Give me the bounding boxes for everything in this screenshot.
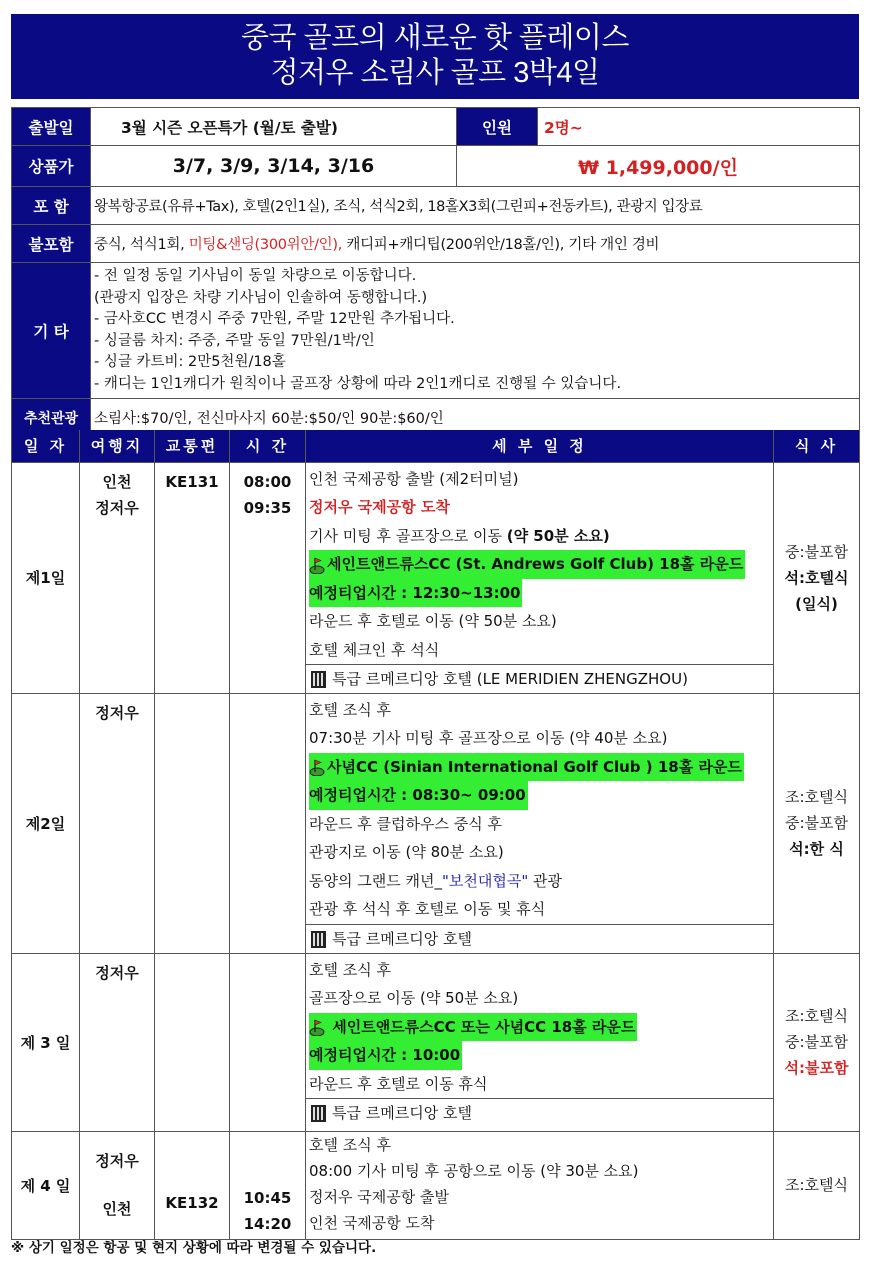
time: 08:00 bbox=[243, 472, 292, 491]
meal: 석:호텔식 bbox=[784, 568, 849, 587]
col-transport: 교통편 bbox=[155, 430, 230, 462]
meal: (일식) bbox=[795, 594, 838, 613]
meal: 중:불포함 bbox=[784, 542, 848, 561]
meal: 중:불포함 bbox=[784, 1033, 848, 1051]
golf-round-highlight bbox=[309, 550, 745, 579]
day-row bbox=[12, 953, 860, 1131]
hotel-line bbox=[306, 664, 773, 693]
col-detail: 세 부 일 정 bbox=[306, 430, 774, 462]
day-label: 제1일 bbox=[12, 462, 80, 693]
time: 14:20 bbox=[243, 1214, 292, 1233]
dates-value: 3/7, 3/9, 3/14, 3/16 bbox=[91, 146, 457, 187]
detail-line: 인천 국제공항 출발 (제2터미널) bbox=[309, 469, 519, 488]
meal-cell bbox=[774, 693, 860, 953]
price-value: ₩ 1,499,000/인 bbox=[457, 146, 860, 187]
detail-line bbox=[306, 867, 773, 896]
place-cell bbox=[80, 462, 155, 693]
place: 인천 bbox=[102, 472, 132, 491]
hotel-building-icon bbox=[311, 931, 326, 948]
golf-course-name: 세인트앤드류스CC 또는 사념CC 18홀 라운드 bbox=[327, 1017, 636, 1036]
etc-notes bbox=[91, 263, 860, 399]
place: 정저우 bbox=[95, 498, 139, 517]
tour-label: 추천관광 bbox=[12, 399, 91, 437]
etc-note: - 캐디는 1인1캐디가 원칙이나 골프장 상황에 따라 2인1캐디로 진행될 수 있습니다. bbox=[94, 375, 622, 392]
day-label: 제 3 일 bbox=[12, 953, 80, 1131]
hotel-building-icon bbox=[311, 671, 326, 688]
col-place: 여행지 bbox=[80, 430, 155, 462]
golf-course-name: 세인트앤드류스CC (St. Andrews Golf Club) 18홀 라운드 bbox=[327, 555, 744, 573]
detail-line bbox=[306, 1013, 773, 1042]
day-label: 제 4 일 bbox=[12, 1131, 80, 1239]
detail-text: 관광 bbox=[528, 871, 562, 890]
tee-time: 예정티업시간 : 10:00 bbox=[309, 1041, 462, 1070]
detail-line: 호텔 조식 후 bbox=[309, 1135, 391, 1154]
detail-cell bbox=[306, 462, 774, 693]
detail-line: 07:30분 기사 미팅 후 골프장으로 이동 (약 40분 소요) bbox=[309, 729, 668, 747]
detail-line: 인천 국제공항 도착 bbox=[309, 1213, 435, 1232]
product-info-table bbox=[11, 107, 860, 437]
sight-name: "보천대협곡" bbox=[441, 871, 529, 890]
col-time: 시 간 bbox=[230, 430, 306, 462]
tee-time: 예정티업시간 : 12:30~13:00 bbox=[309, 579, 522, 608]
time: 10:45 bbox=[243, 1188, 292, 1207]
golf-flag-icon bbox=[309, 758, 325, 776]
include-label: 포 함 bbox=[12, 187, 91, 225]
detail-line bbox=[306, 781, 773, 810]
time-empty bbox=[230, 953, 306, 1131]
time: 09:35 bbox=[243, 498, 292, 517]
itinerary-table bbox=[11, 430, 860, 1240]
day-row bbox=[12, 1131, 860, 1239]
col-day: 일 자 bbox=[12, 430, 80, 462]
exclude-value bbox=[91, 225, 860, 263]
detail-line bbox=[306, 522, 773, 551]
departure-label: 출발일 bbox=[12, 108, 91, 146]
hotel-building-icon bbox=[311, 1105, 326, 1122]
meal: 조:호텔식 bbox=[784, 788, 848, 806]
place: 정저우 bbox=[80, 953, 155, 1131]
detail-cell bbox=[306, 693, 774, 953]
detail-line bbox=[306, 753, 773, 782]
golf-round-highlight bbox=[309, 1013, 637, 1042]
meal-cell bbox=[774, 1131, 860, 1239]
day-row bbox=[12, 693, 860, 953]
etc-note: - 싱글룸 차지: 주중, 주말 동일 7만원/1박/인 bbox=[94, 332, 375, 349]
exclude-text-meeting: 미팅&샌딩(300위안/인), bbox=[188, 237, 343, 253]
banner-line-2: 정저우 소림사 골프 3박4일 bbox=[270, 57, 600, 89]
meal: 석:한 식 bbox=[789, 840, 844, 858]
hotel-line bbox=[306, 924, 773, 953]
place: 정저우 bbox=[80, 693, 155, 953]
detail-line: 관광 후 석식 후 호텔로 이동 및 휴식 bbox=[309, 900, 546, 918]
meal-cell bbox=[774, 462, 860, 693]
detail-cell bbox=[306, 953, 774, 1131]
hotel-line bbox=[306, 1098, 773, 1127]
day-label: 제2일 bbox=[12, 693, 80, 953]
detail-line: 라운드 후 호텔로 이동 휴식 bbox=[309, 1074, 488, 1093]
detail-line bbox=[306, 579, 773, 608]
golf-course-name: 사념CC (Sinian International Golf Club ) 18홀 라운드 bbox=[327, 757, 742, 776]
meal: 중:불포함 bbox=[784, 814, 848, 832]
exclude-text-3: 캐디피+캐디팁(200위안/18홀/인), 기타 개인 경비 bbox=[342, 237, 660, 253]
meal: 조:호텔식 bbox=[784, 1176, 848, 1194]
exclude-text-1: 중식, 석식1회, bbox=[94, 237, 189, 253]
footnote: ※ 상기 일정은 항공 및 현지 상황에 따라 변경될 수 있습니다. bbox=[11, 1240, 377, 1256]
meal: 석:불포함 bbox=[784, 1059, 849, 1077]
place: 인천 bbox=[102, 1200, 132, 1218]
departure-value: 3월 시즌 오픈특가 (월/토 출발) bbox=[91, 108, 457, 146]
detail-line: 라운드 후 클럽하우스 중식 후 bbox=[309, 814, 502, 833]
golf-flag-icon bbox=[309, 556, 325, 574]
day-row bbox=[12, 462, 860, 693]
include-value: 왕복항공료(유류+Tax), 호텔(2인1실), 조식, 석식2회, 18홀X3회(그린피+전동카트), 관광지 입장료 bbox=[91, 187, 860, 225]
pax-label: 인원 bbox=[457, 108, 538, 146]
detail-text-bold: (약 50분 소요) bbox=[506, 526, 610, 545]
place-cell bbox=[80, 1131, 155, 1239]
exclude-label: 불포함 bbox=[12, 225, 91, 263]
flight-empty bbox=[155, 953, 230, 1131]
hotel-name: 특급 르메르디앙 호텔 bbox=[332, 1104, 472, 1122]
meal-cell bbox=[774, 953, 860, 1131]
detail-line: 라운드 후 호텔로 이동 (약 50분 소요) bbox=[309, 612, 557, 630]
detail-text: 동양의 그랜드 캐년_ bbox=[309, 871, 442, 890]
pax-value: 2명~ bbox=[538, 108, 860, 146]
hotel-name: 특급 르메르디앙 호텔 bbox=[332, 929, 472, 948]
col-meal: 식 사 bbox=[774, 430, 860, 462]
etc-note: (관광지 입장은 차량 기사님이 인솔하여 동행합니다.) bbox=[94, 289, 428, 306]
detail-line: 08:00 기사 미팅 후 공항으로 이동 (약 30분 소요) bbox=[309, 1161, 639, 1180]
detail-line bbox=[306, 1041, 773, 1070]
etc-note: - 금사호CC 변경시 주중 7만원, 주말 12만원 추가됩니다. bbox=[94, 311, 455, 327]
detail-line bbox=[306, 550, 773, 579]
flight: KE131 bbox=[155, 462, 230, 693]
flight-empty bbox=[155, 693, 230, 953]
detail-line: 골프장으로 이동 (약 50분 소요) bbox=[309, 989, 519, 1007]
etc-note: - 전 일정 동일 기사님이 동일 차량으로 이동합니다. bbox=[94, 268, 417, 284]
detail-line: 정저우 국제공항 출발 bbox=[309, 1187, 449, 1206]
etc-label: 기 타 bbox=[12, 263, 91, 399]
flight: KE132 bbox=[155, 1131, 230, 1239]
detail-cell bbox=[306, 1131, 774, 1239]
golf-round-highlight bbox=[309, 753, 744, 782]
meal: 조:호텔식 bbox=[784, 1007, 848, 1025]
price-label: 상품가 bbox=[12, 146, 91, 187]
banner-line-1: 중국 골프의 새로운 핫 플레이스 bbox=[241, 22, 629, 54]
time-cell bbox=[230, 462, 306, 693]
detail-line: 정저우 국제공항 도착 bbox=[309, 498, 450, 516]
detail-line: 관광지로 이동 (약 80분 소요) bbox=[309, 843, 504, 861]
detail-line: 호텔 조식 후 bbox=[309, 700, 391, 719]
title-banner bbox=[11, 14, 859, 99]
hotel-name: 특급 르메르디앙 호텔 (LE MERIDIEN ZHENGZHOU) bbox=[332, 670, 688, 688]
tee-time: 예정티업시간 : 08:30~ 09:00 bbox=[309, 781, 528, 810]
detail-text: 기사 미팅 후 골프장으로 이동 bbox=[309, 526, 507, 545]
etc-note: - 싱글 카트비: 2만5천원/18홀 bbox=[94, 354, 286, 370]
tour-value: 소림사:$70/인, 전신마사지 60분:$50/인 90분:$60/인 bbox=[91, 399, 860, 437]
time-empty bbox=[230, 693, 306, 953]
place: 정저우 bbox=[95, 1152, 139, 1170]
detail-line: 호텔 조식 후 bbox=[309, 960, 391, 979]
time-cell bbox=[230, 1131, 306, 1239]
golf-flag-icon bbox=[309, 1018, 325, 1036]
detail-line: 호텔 체크인 후 석식 bbox=[309, 640, 440, 659]
